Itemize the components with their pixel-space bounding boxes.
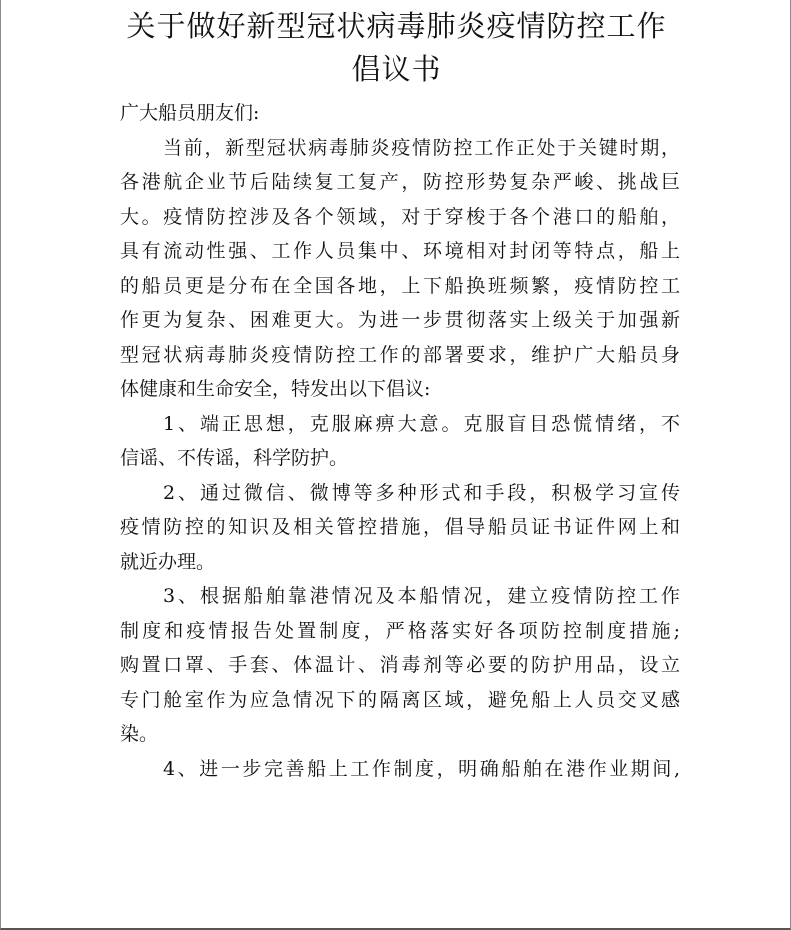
paragraph-line: 疫情防控的知识及相关管控措施，倡导船员证书证件网上和 [120, 516, 680, 538]
document-title-line1: 关于做好新型冠状病毒肺炎疫情防控工作 [126, 9, 667, 43]
paragraph-line: 专门舱室作为应急情况下的隔离区域，避免船上人员交叉感 [120, 688, 680, 711]
paragraph-line: 1、端正思想，克服麻痹大意。克服盲目恐慌情绪，不 [163, 412, 680, 435]
paragraph-line: 作更为复杂、困难更大。为进一步贯彻落实上级关于加强新 [120, 309, 680, 331]
paragraph-line: 型冠状病毒肺炎疫情防控工作的部署要求，维护广大船员身 [120, 343, 680, 366]
paragraph-line: 制度和疫情报告处置制度，严格落实好各项防控制度措施; [120, 619, 680, 642]
document-body [120, 96, 680, 786]
paragraph-line: 染。 [120, 723, 159, 745]
paragraph-line: 信谣、不传谣，科学防护。 [120, 447, 349, 469]
paragraph-line: 购置口罩、手套、体温计、消毒剂等必要的防护用品，设立 [120, 654, 680, 676]
paragraph-line: 当前，新型冠状病毒肺炎疫情防控工作正处于关键时期， [163, 136, 680, 159]
document-title-line2: 倡议书 [351, 52, 442, 86]
paragraph-line: 就近办理。 [120, 550, 216, 573]
paragraph-line: 4、进一步完善船上工作制度，明确船舶在港作业期间, [163, 757, 680, 780]
paragraph-line: 的船员更是分布在全国各地，上下船换班频繁，疫情防控工 [120, 274, 680, 297]
paragraph-line: 大。疫情防控涉及各个领域，对于穿梭于各个港口的船舶， [120, 205, 680, 228]
paragraph-line: 具有流动性强、工作人员集中、环境相对封闭等特点，船上 [120, 240, 680, 262]
paragraph-line: 2、通过微信、微博等多种形式和手段，积极学习宣传 [163, 481, 680, 504]
salutation: 广大船员朋友们: [120, 102, 260, 124]
paragraph-line: 各港航企业节后陆续复工复产，防控形势复杂严峻、挑战巨 [120, 171, 680, 193]
paragraph-line: 3、根据船舶靠港情况及本船情况，建立疫情防控工作 [163, 585, 680, 607]
paragraph-line: 体健康和生命安全，特发出以下倡议: [120, 378, 431, 400]
